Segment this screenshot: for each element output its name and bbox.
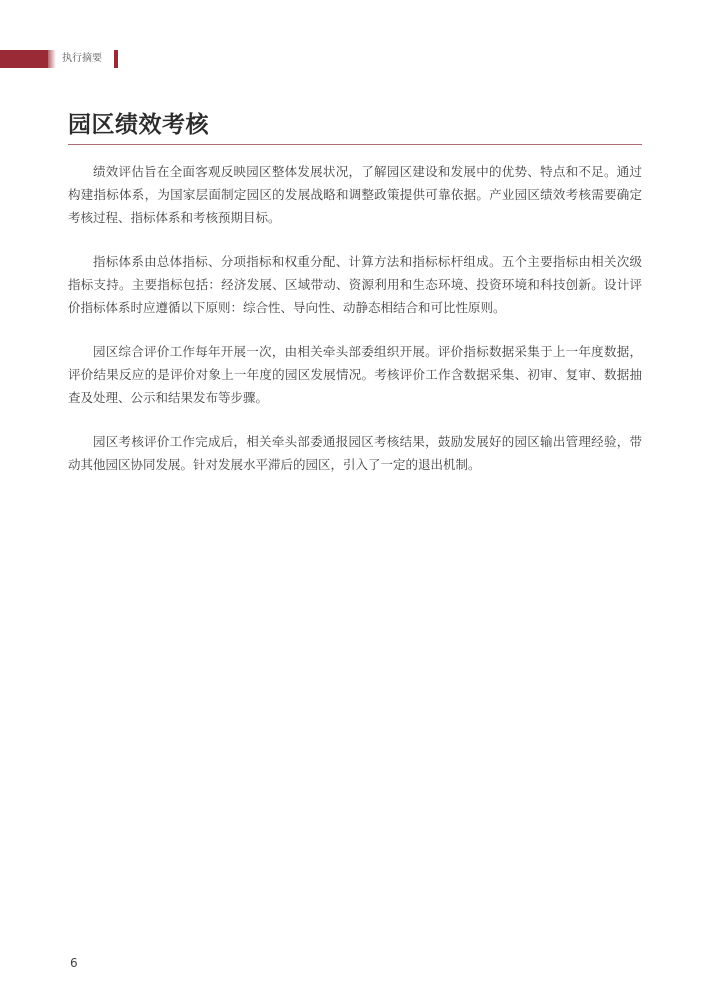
page-title: 园区绩效考核 xyxy=(68,112,209,138)
header-accent-tick xyxy=(114,50,118,68)
body-text xyxy=(68,160,642,497)
paragraph-1: 绩效评估旨在全面客观反映园区整体发展状况，了解园区建设和发展中的优势、特点和不足。通过构建指标体系，为国家层面制定园区的发展战略和调整政策提供可靠依据。产业园区绩效考核需要确定考核过程、指标体系和考核预期目标。 xyxy=(68,164,642,225)
page-number: 6 xyxy=(70,956,78,970)
title-divider xyxy=(68,144,642,145)
paragraph-3: 园区综合评价工作每年开展一次，由相关牵头部委组织开展。评价指标数据采集于上一年度数据，评价结果反应的是评价对象上一年度的园区发展情况。考核评价工作含数据采集、初审、复审、数据抽查及处理、公示和结果发布等步骤。 xyxy=(68,344,642,405)
paragraph-4: 园区考核评价工作完成后，相关牵头部委通报园区考核结果，鼓励发展好的园区输出管理经验，带动其他园区协同发展。针对发展水平滞后的园区，引入了一定的退出机制。 xyxy=(68,434,642,472)
header-accent-band xyxy=(0,50,48,68)
paragraph-2: 指标体系由总体指标、分项指标和权重分配、计算方法和指标标杆组成。五个主要指标由相关次级指标支持。主要指标包括：经济发展、区域带动、资源利用和生态环境、投资环境和科技创新。设计评价指标体系时应遵循以下原则：综合性、导向性、动静态相结合和可比性原则。 xyxy=(68,254,642,315)
header-accent-fade xyxy=(48,50,56,68)
section-label: 执行摘要 xyxy=(62,53,102,64)
